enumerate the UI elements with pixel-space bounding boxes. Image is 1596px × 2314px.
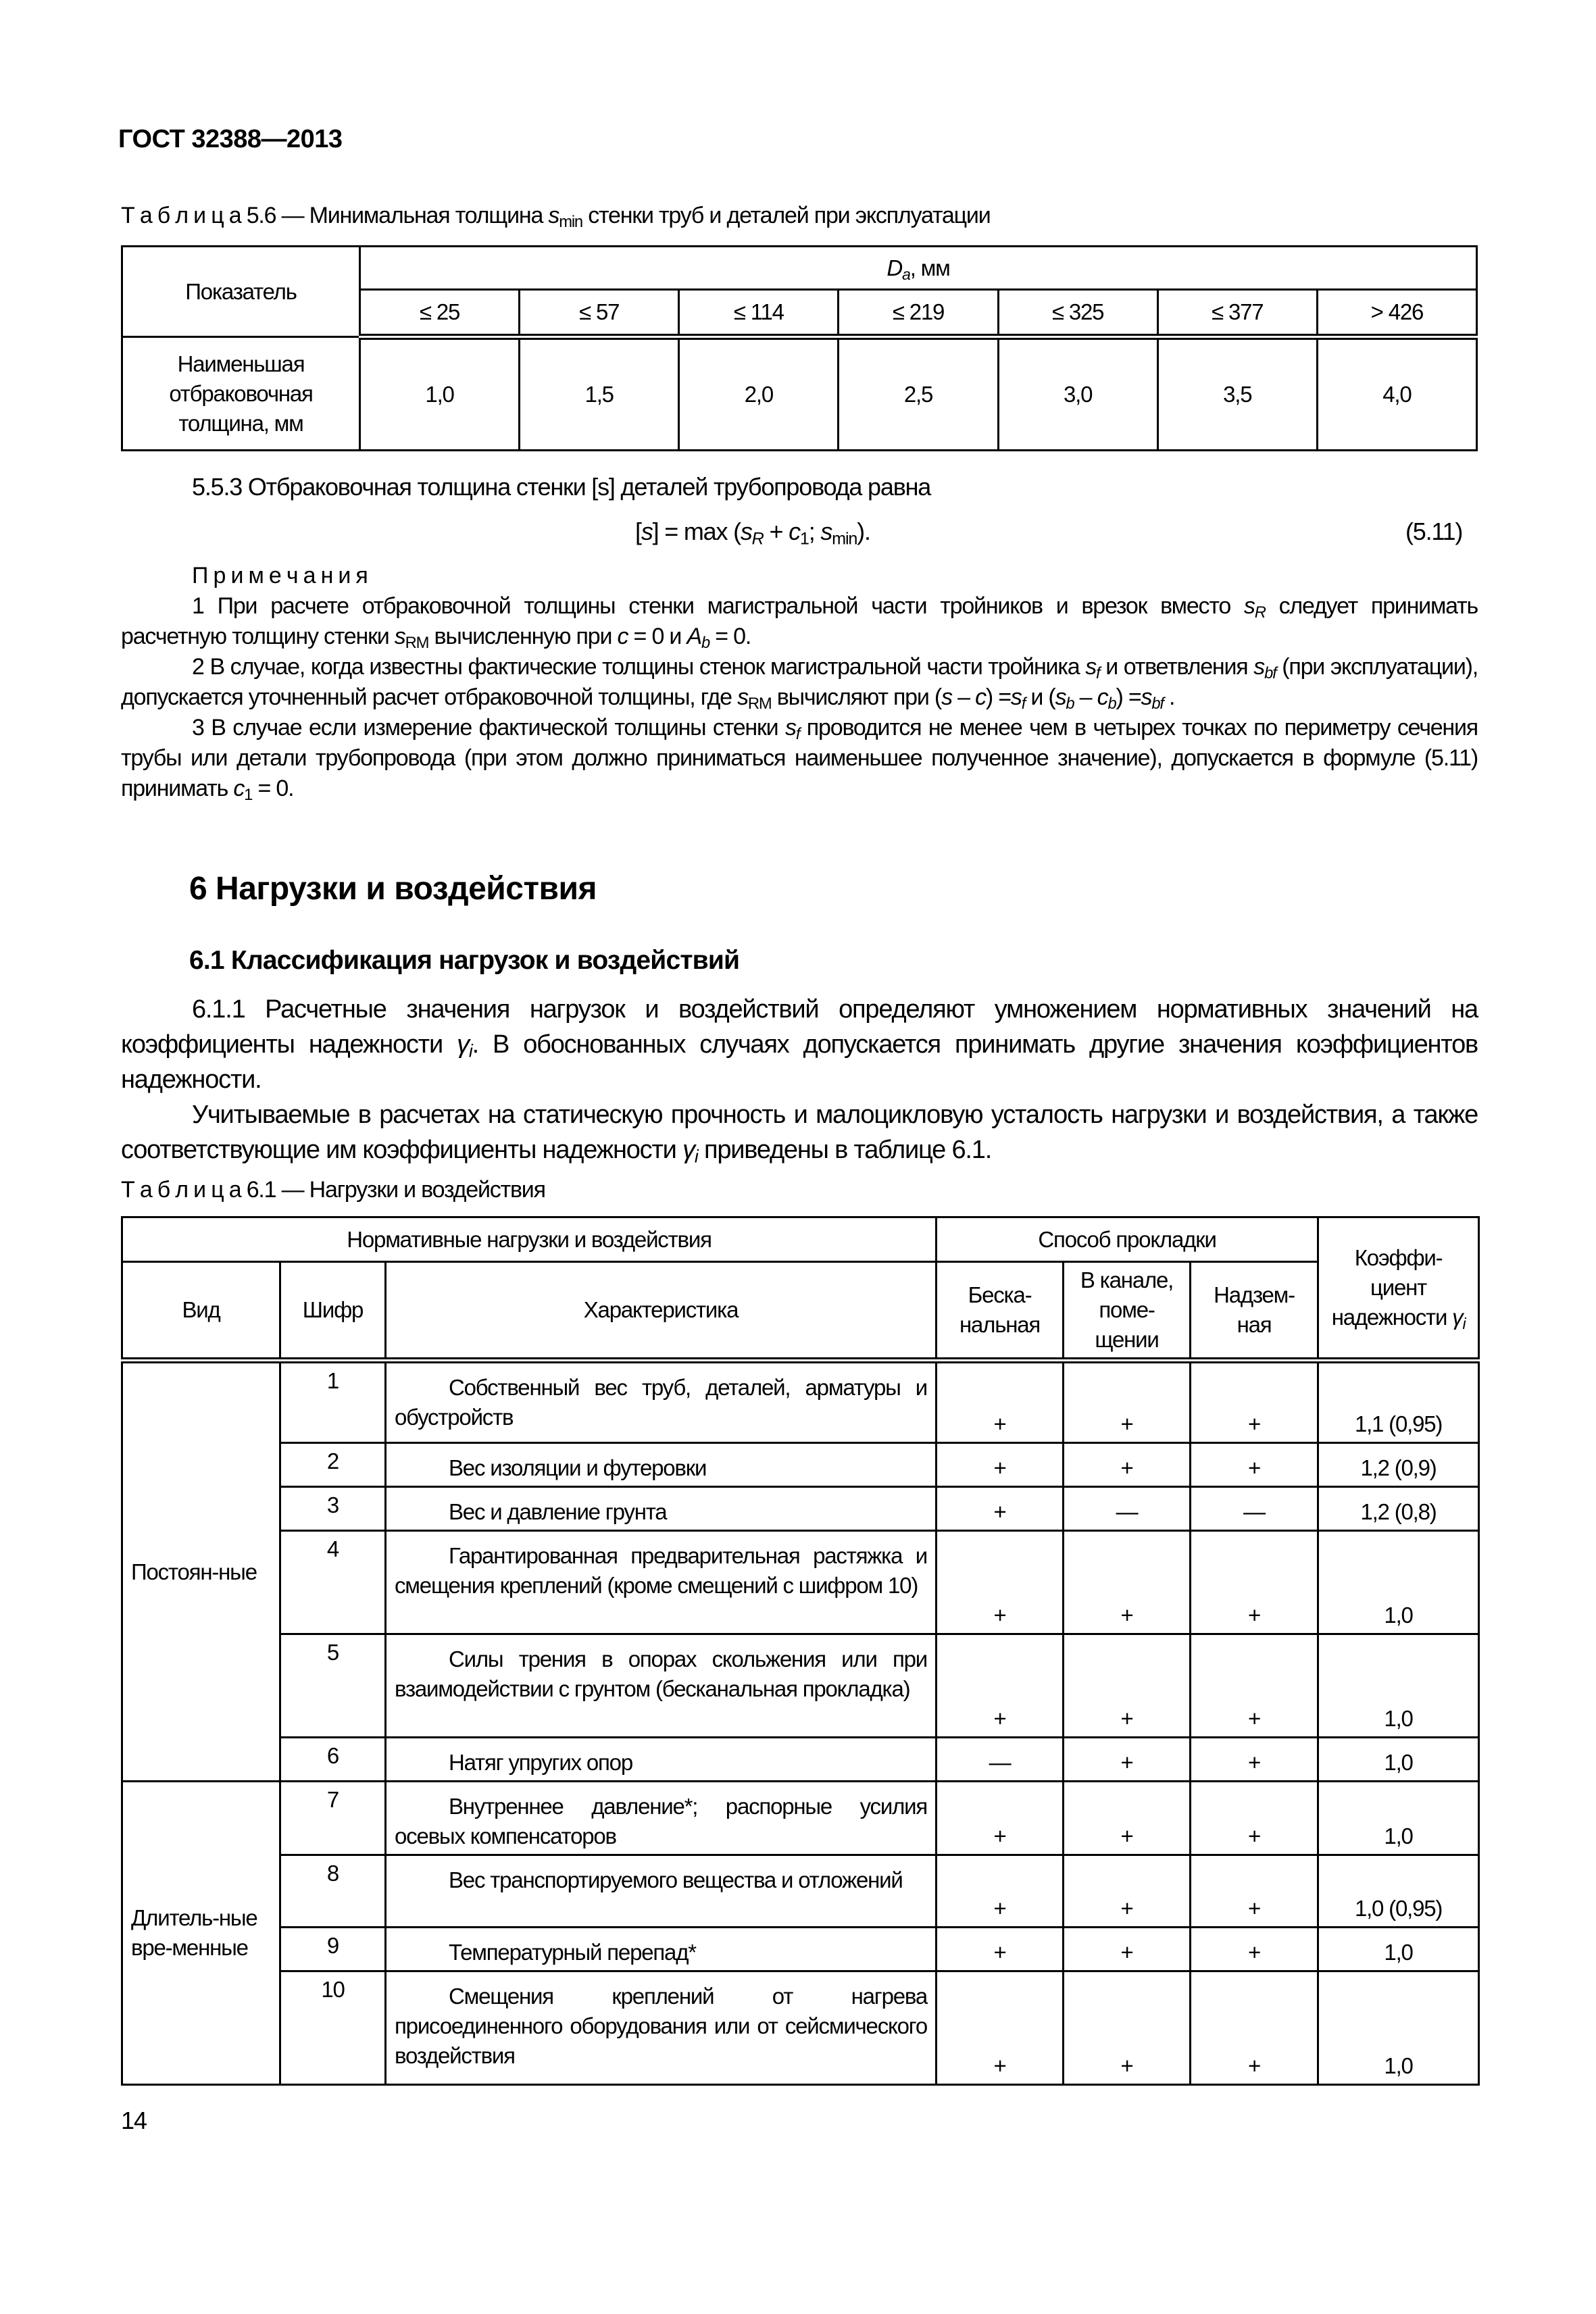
column-group-diameter bbox=[360, 247, 1477, 290]
diameter-range: ≤ 114 bbox=[679, 290, 839, 337]
load-type-group: Длитель-ные вре-менные bbox=[122, 1782, 280, 2085]
diameter-range: ≤ 219 bbox=[839, 290, 998, 337]
text-run: – bbox=[1074, 684, 1097, 710]
paragraph-6-1-1-b bbox=[121, 1097, 1478, 1167]
header-channelless: Беска-нальная bbox=[937, 1262, 1064, 1361]
load-characteristic: Вес и давление грунта bbox=[386, 1487, 937, 1531]
text-run: следует принимать расчетную толщину стенки bbox=[121, 593, 1478, 649]
header-characteristic: Характеристика bbox=[386, 1262, 937, 1361]
load-code: 5 bbox=[280, 1634, 386, 1738]
channelless-mark: + bbox=[937, 1361, 1064, 1443]
reliability-coef: 1,0 bbox=[1318, 1928, 1479, 1971]
load-characteristic: Гарантированная предварительная растяжка и смещения креплений (кроме смещений с шифром 10) bbox=[386, 1531, 937, 1634]
load-code: 9 bbox=[280, 1928, 386, 1971]
text-run: a bbox=[902, 265, 910, 283]
above-ground-mark: + bbox=[1191, 1928, 1318, 1971]
above-ground-mark: + bbox=[1191, 1855, 1318, 1928]
header-normative-loads: Нормативные нагрузки и воздействия bbox=[122, 1217, 937, 1262]
text-run: 6.1.1 Расчетные значения нагрузок и воздействий определяют умножением нормативных значений на коэффициенты надежности bbox=[121, 995, 1478, 1059]
load-characteristic: Натяг упругих опор bbox=[386, 1738, 937, 1782]
table-row bbox=[122, 1487, 1479, 1531]
text-run: c bbox=[789, 518, 800, 545]
load-code: 8 bbox=[280, 1855, 386, 1928]
min-thickness-value: 1,0 bbox=[360, 337, 520, 451]
load-characteristic: Силы трения в опорах скольжения или при взаимодействии с грунтом (бесканальная прокладка) bbox=[386, 1634, 937, 1738]
text-run: f bbox=[1021, 694, 1026, 713]
text-run: RM bbox=[747, 694, 772, 713]
text-run: s bbox=[641, 518, 653, 545]
table-5-6-caption bbox=[121, 203, 991, 229]
text-run: γ bbox=[1452, 1305, 1463, 1330]
text-run: s bbox=[820, 518, 832, 545]
text-run: ) = bbox=[985, 684, 1011, 710]
text-run: s bbox=[1253, 654, 1265, 680]
load-code: 2 bbox=[280, 1443, 386, 1487]
header-code: Шифр bbox=[280, 1262, 386, 1361]
text-run: и ( bbox=[1025, 684, 1055, 710]
text-run: Т а б л и ц а 5.6 — Минимальная толщина bbox=[121, 203, 549, 228]
diameter-range: > 426 bbox=[1317, 290, 1476, 337]
text-run: f bbox=[1096, 663, 1100, 682]
table-row bbox=[122, 1855, 1479, 1928]
text-run: вычисленную при bbox=[428, 624, 618, 649]
load-code: 10 bbox=[280, 1971, 386, 2085]
table-row bbox=[122, 1634, 1479, 1738]
text-run: b bbox=[1107, 694, 1116, 713]
formula-5-11 bbox=[635, 518, 870, 549]
in-channel-mark: + bbox=[1064, 1928, 1191, 1971]
text-run: min bbox=[559, 212, 582, 231]
channelless-mark: — bbox=[937, 1738, 1064, 1782]
above-ground-mark: + bbox=[1191, 1634, 1318, 1738]
text-run: i bbox=[1462, 1314, 1466, 1332]
header-reliability-coef bbox=[1318, 1217, 1479, 1361]
text-run: γ bbox=[682, 1136, 695, 1164]
diameter-range: ≤ 57 bbox=[520, 290, 679, 337]
channelless-mark: + bbox=[937, 1531, 1064, 1634]
above-ground-mark: — bbox=[1191, 1487, 1318, 1531]
text-run: s bbox=[737, 684, 748, 710]
text-run: (при эксплуатации), допускается уточненный расчет отбраковочной толщины, где bbox=[121, 654, 1478, 710]
diameter-range: ≤ 25 bbox=[360, 290, 520, 337]
table-row bbox=[122, 1928, 1479, 1971]
text-run: , мм bbox=[909, 255, 950, 280]
text-run: i bbox=[468, 1040, 472, 1061]
text-run: s bbox=[394, 624, 405, 649]
text-run: 3 В случае если измерение фактической толщины стенки bbox=[192, 715, 786, 740]
text-run: = 0 и bbox=[628, 624, 687, 649]
above-ground-mark: + bbox=[1191, 1738, 1318, 1782]
diameter-range: ≤ 377 bbox=[1157, 290, 1317, 337]
min-thickness-value: 1,5 bbox=[520, 337, 679, 451]
table-6-1 bbox=[121, 1216, 1480, 2086]
column-header-indicator: Показатель bbox=[122, 247, 360, 337]
text-run: 1 bbox=[244, 785, 253, 804]
min-thickness-value: 3,5 bbox=[1157, 337, 1317, 451]
text-run: s – c bbox=[941, 684, 986, 710]
reliability-coef: 1,0 (0,95) bbox=[1318, 1855, 1479, 1928]
text-run: c bbox=[617, 624, 628, 649]
formula-number: (5.11) bbox=[1405, 518, 1463, 545]
text-run: R bbox=[1254, 603, 1266, 622]
min-thickness-value: 3,0 bbox=[998, 337, 1157, 451]
diameter-range: ≤ 325 bbox=[998, 290, 1157, 337]
in-channel-mark: + bbox=[1064, 1782, 1191, 1855]
in-channel-mark: + bbox=[1064, 1361, 1191, 1443]
text-run: s bbox=[1243, 593, 1255, 619]
text-run: Коэффи-циент надежности bbox=[1331, 1245, 1453, 1330]
reliability-coef: 1,2 (0,8) bbox=[1318, 1487, 1479, 1531]
paragraph-5-5-3: 5.5.3 Отбраковочная толщина стенки [s] деталей трубопровода равна bbox=[192, 473, 931, 501]
above-ground-mark: + bbox=[1191, 1971, 1318, 2085]
text-run: f bbox=[795, 724, 800, 743]
text-run: bf bbox=[1264, 663, 1276, 682]
above-ground-mark: + bbox=[1191, 1361, 1318, 1443]
text-run: γ bbox=[457, 1030, 469, 1059]
text-run: s bbox=[548, 203, 559, 228]
paragraphs-6-1-1 bbox=[121, 992, 1478, 1167]
channelless-mark: + bbox=[937, 1487, 1064, 1531]
load-type-group: Постоян-ные bbox=[122, 1361, 280, 1782]
load-code: 3 bbox=[280, 1487, 386, 1531]
load-code: 1 bbox=[280, 1361, 386, 1443]
text-run: = 0. bbox=[252, 776, 294, 801]
text-run: 2 В случае, когда известны фактические толщины стенок магистральной части тройника bbox=[192, 654, 1086, 680]
text-run: ) = bbox=[1116, 684, 1141, 710]
note-3 bbox=[121, 713, 1478, 804]
min-thickness-value: 2,0 bbox=[679, 337, 839, 451]
text-run: RM bbox=[405, 633, 429, 652]
text-run: min bbox=[832, 529, 857, 549]
text-run: = 0. bbox=[709, 624, 751, 649]
text-run: b bbox=[701, 633, 709, 652]
header-laying-method: Способ прокладки bbox=[937, 1217, 1318, 1262]
reliability-coef: 1,0 bbox=[1318, 1634, 1479, 1738]
table-5-6 bbox=[121, 245, 1478, 451]
above-ground-mark: + bbox=[1191, 1443, 1318, 1487]
text-run: ] = max ( bbox=[652, 518, 741, 545]
notes-block bbox=[121, 561, 1478, 804]
text-run: D bbox=[887, 255, 903, 280]
in-channel-mark: + bbox=[1064, 1443, 1191, 1487]
text-run: s bbox=[785, 715, 796, 740]
text-run: A bbox=[687, 624, 701, 649]
text-run: . В обоснованных случаях допускается принимать другие значения коэффициентов надежности. bbox=[121, 1030, 1478, 1094]
note-1 bbox=[121, 591, 1478, 652]
above-ground-mark: + bbox=[1191, 1782, 1318, 1855]
table-row bbox=[122, 1971, 1479, 2085]
text-run: R bbox=[751, 529, 764, 549]
channelless-mark: + bbox=[937, 1782, 1064, 1855]
text-run: . bbox=[1163, 684, 1175, 710]
text-run: s bbox=[1010, 684, 1022, 710]
load-code: 6 bbox=[280, 1738, 386, 1782]
document-id: ГОСТ 32388—2013 bbox=[118, 125, 343, 153]
text-run: и ответвления bbox=[1099, 654, 1254, 680]
channelless-mark: + bbox=[937, 1928, 1064, 1971]
table-row bbox=[122, 1531, 1479, 1634]
reliability-coef: 1,0 bbox=[1318, 1531, 1479, 1634]
reliability-coef: 1,2 (0,9) bbox=[1318, 1443, 1479, 1487]
text-run: 1 bbox=[799, 529, 809, 549]
load-characteristic: Температурный перепад* bbox=[386, 1928, 937, 1971]
text-run: bf bbox=[1151, 694, 1164, 713]
text-run: b bbox=[1066, 694, 1074, 713]
text-run: s bbox=[1141, 684, 1152, 710]
in-channel-mark: + bbox=[1064, 1634, 1191, 1738]
reliability-coef: 1,1 (0,95) bbox=[1318, 1361, 1479, 1443]
table-6-1-caption: Т а б л и ц а 6.1 — Нагрузки и воздействия bbox=[121, 1177, 545, 1203]
page-number: 14 bbox=[121, 2107, 147, 2134]
text-run: 1 При расчете отбраковочной толщины стенки магистральной части тройников и врезок вместо bbox=[192, 593, 1244, 619]
text-run: проводится не менее чем в четырех точках по периметру сечения трубы или детали трубопровода (при этом должно приниматься наименьшее полученное значение), допускается в формуле (5.11) принимать bbox=[121, 715, 1478, 801]
load-code: 7 bbox=[280, 1782, 386, 1855]
text-run: s bbox=[740, 518, 752, 545]
table-row bbox=[122, 1443, 1479, 1487]
section-6-1-heading: 6.1 Классификация нагрузок и воздействий bbox=[189, 946, 740, 975]
text-run: i bbox=[694, 1146, 698, 1167]
reliability-coef: 1,0 bbox=[1318, 1971, 1479, 2085]
text-run: c bbox=[1097, 684, 1108, 710]
paragraph-6-1-1 bbox=[121, 992, 1478, 1097]
above-ground-mark: + bbox=[1191, 1531, 1318, 1634]
text-run: s bbox=[1085, 654, 1097, 680]
reliability-coef: 1,0 bbox=[1318, 1782, 1479, 1855]
in-channel-mark: — bbox=[1064, 1487, 1191, 1531]
text-run: c bbox=[233, 776, 245, 801]
channelless-mark: + bbox=[937, 1443, 1064, 1487]
text-run: + bbox=[763, 518, 789, 545]
in-channel-mark: + bbox=[1064, 1531, 1191, 1634]
table-row bbox=[122, 1738, 1479, 1782]
channelless-mark: + bbox=[937, 1855, 1064, 1928]
load-characteristic: Смещения креплений от нагрева присоединенного оборудования или от сейсмического воздействия bbox=[386, 1971, 937, 2085]
table-row bbox=[122, 1361, 1479, 1443]
section-6-heading: 6 Нагрузки и воздействия bbox=[189, 871, 597, 907]
text-run: ). bbox=[857, 518, 870, 545]
note-2 bbox=[121, 652, 1478, 713]
load-code: 4 bbox=[280, 1531, 386, 1634]
text-run: приведены в таблице 6.1. bbox=[697, 1136, 992, 1164]
text-run: [ bbox=[635, 518, 641, 545]
channelless-mark: + bbox=[937, 1971, 1064, 2085]
min-thickness-value: 4,0 bbox=[1317, 337, 1476, 451]
text-run: Учитываемые в расчетах на статическую прочность и малоцикловую усталость нагрузки и воздействия, а также соответствующие им коэффициенты надежности bbox=[121, 1101, 1478, 1164]
row-label-min-thickness: Наименьшая отбраковочная толщина, мм bbox=[122, 337, 360, 451]
text-run: вычисляют при ( bbox=[771, 684, 942, 710]
in-channel-mark: + bbox=[1064, 1738, 1191, 1782]
header-in-channel: В канале, поме-щении bbox=[1064, 1262, 1191, 1361]
reliability-coef: 1,0 bbox=[1318, 1738, 1479, 1782]
load-characteristic: Вес изоляции и футеровки bbox=[386, 1443, 937, 1487]
text-run: ; bbox=[808, 518, 821, 545]
text-run: s bbox=[1055, 684, 1066, 710]
notes-title: П р и м е ч а н и я bbox=[192, 563, 368, 588]
header-type: Вид bbox=[122, 1262, 280, 1361]
in-channel-mark: + bbox=[1064, 1855, 1191, 1928]
load-characteristic: Вес транспортируемого вещества и отложений bbox=[386, 1855, 937, 1928]
text-run: стенки труб и деталей при эксплуатации bbox=[582, 203, 991, 228]
load-characteristic: Собственный вес труб, деталей, арматуры и обустройств bbox=[386, 1361, 937, 1443]
channelless-mark: + bbox=[937, 1634, 1064, 1738]
min-thickness-value: 2,5 bbox=[839, 337, 998, 451]
load-characteristic: Внутреннее давление*; распорные усилия осевых компенсаторов bbox=[386, 1782, 937, 1855]
header-above-ground: Надзем-ная bbox=[1191, 1262, 1318, 1361]
table-row bbox=[122, 1782, 1479, 1855]
in-channel-mark: + bbox=[1064, 1971, 1191, 2085]
